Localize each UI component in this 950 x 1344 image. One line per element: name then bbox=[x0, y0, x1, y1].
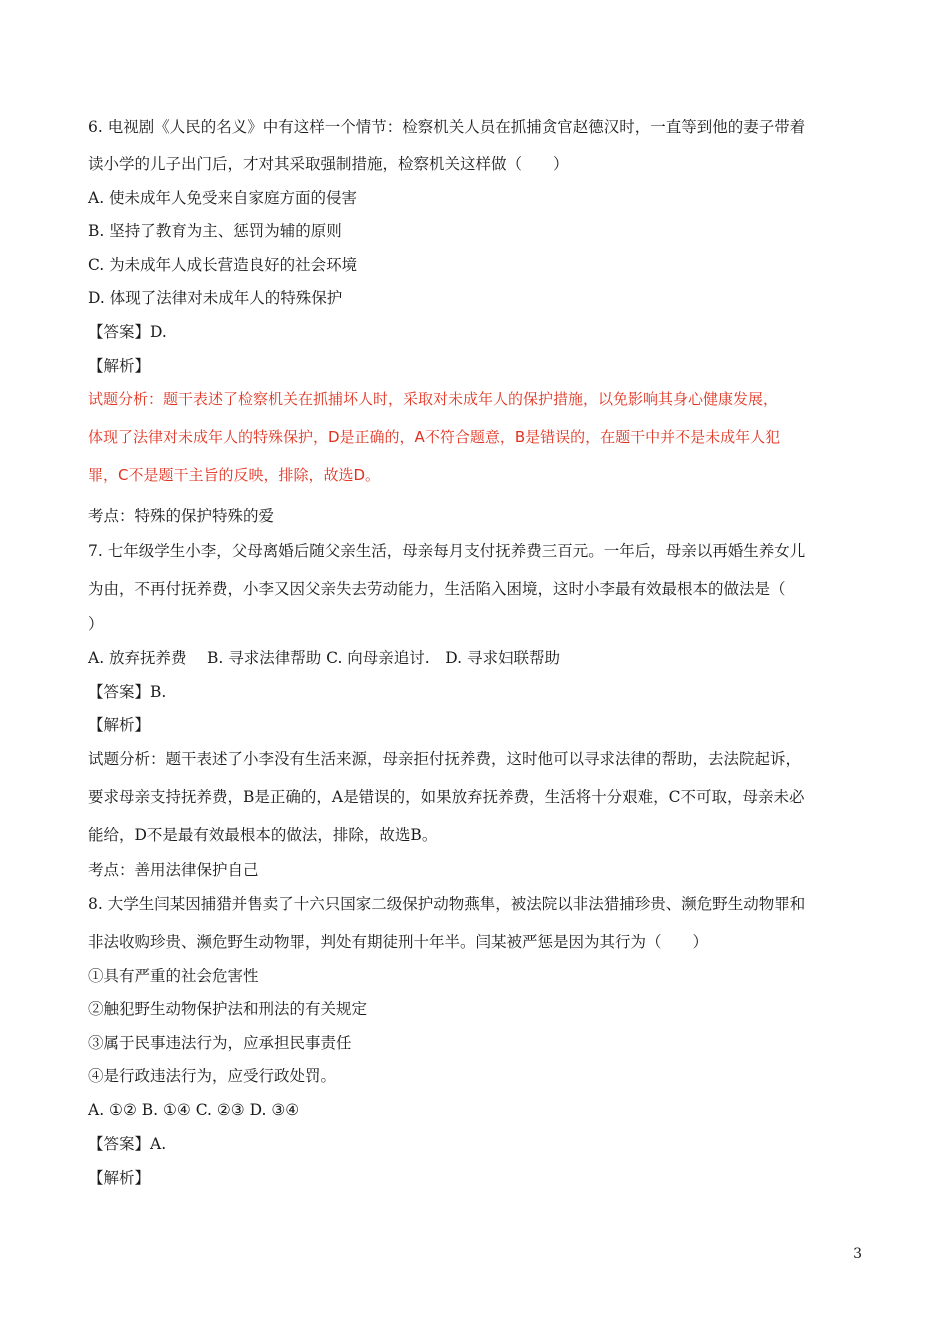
q7-stem-line-3: ） bbox=[88, 615, 104, 633]
q7-analysis-line-2: 要求母亲支持抚养费，B是正确的，A是错误的，如果放弃抚养费，生活将十分艰难，C不可取，母亲未必 bbox=[88, 788, 805, 806]
q6-analysis-label: 【解析】 bbox=[88, 357, 151, 375]
q7-options: A. 放弃抚养费 B. 寻求法律帮助 C. 向母亲追讨. D. 寻求妇联帮助 bbox=[88, 649, 560, 667]
q6-option-a: A. 使未成年人免受来自家庭方面的侵害 bbox=[88, 189, 358, 207]
q7-answer: 【答案】B. bbox=[88, 683, 167, 701]
q6-analysis-line-1: 试题分析：题干表述了检察机关在抓捕坏人时，采取对未成年人的保护措施，以免影响其身心健康发展， bbox=[88, 390, 779, 408]
q7-stem-line-1: 7. 七年级学生小李，父母离婚后随父亲生活，母亲每月支付抚养费三百元。一年后，母亲以再婚生养女儿 bbox=[88, 542, 806, 560]
q7-analysis-line-1: 试题分析：题干表述了小李没有生活来源，母亲拒付抚养费，这时他可以寻求法律的帮助，去法院起诉， bbox=[88, 750, 802, 768]
page-number: 3 bbox=[853, 1246, 862, 1262]
q7-analysis-line-3: 能给，D不是最有效最根本的做法，排除，故选B。 bbox=[88, 826, 438, 844]
q7-analysis-label: 【解析】 bbox=[88, 716, 151, 734]
q6-option-b: B. 坚持了教育为主、惩罚为辅的原则 bbox=[88, 222, 342, 240]
q6-stem-line-1: 6. 电视剧《人民的名义》中有这样一个情节：检察机关人员在抓捕贪官赵德汉时，一直等到他的妻子带着 bbox=[88, 118, 806, 136]
q6-option-d: D. 体现了法律对未成年人的特殊保护 bbox=[88, 289, 343, 307]
q7-kaodian: 考点：善用法律保护自己 bbox=[88, 861, 259, 879]
q8-stem-line-2: 非法收购珍贵、濒危野生动物罪，判处有期徒刑十年半。闫某被严惩是因为其行为（ ） bbox=[88, 933, 709, 951]
q8-item-2: ②触犯野生动物保护法和刑法的有关规定 bbox=[88, 1000, 368, 1018]
q8-item-1: ①具有严重的社会危害性 bbox=[88, 967, 259, 985]
q6-analysis-line-3: 罪，C不是题干主旨的反映，排除，故选D。 bbox=[88, 466, 381, 484]
q8-analysis-label: 【解析】 bbox=[88, 1169, 151, 1187]
q6-analysis-line-2: 体现了法律对未成年人的特殊保护，D是正确的，A不符合题意，B是错误的，在题干中并不是未成年人犯 bbox=[88, 428, 781, 446]
q8-options: A. ①② B. ①④ C. ②③ D. ③④ bbox=[88, 1101, 300, 1119]
q6-option-c: C. 为未成年人成长营造良好的社会环境 bbox=[88, 256, 358, 274]
q8-answer: 【答案】A. bbox=[88, 1135, 167, 1153]
q6-stem-line-2: 读小学的儿子出门后，才对其采取强制措施，检察机关这样做（ ） bbox=[88, 155, 569, 173]
q7-stem-line-2: 为由，不再付抚养费，小李又因父亲失去劳动能力，生活陷入困境，这时小李最有效最根本的做法是（ bbox=[88, 580, 786, 598]
q8-stem-line-1: 8. 大学生闫某因捕猎并售卖了十六只国家二级保护动物燕隼，被法院以非法猎捕珍贵、濒危野生动物罪和 bbox=[88, 895, 806, 913]
q8-item-4: ④是行政违法行为，应受行政处罚。 bbox=[88, 1067, 337, 1085]
q8-item-3: ③属于民事违法行为，应承担民事责任 bbox=[88, 1034, 352, 1052]
q6-kaodian: 考点：特殊的保护特殊的爱 bbox=[88, 507, 275, 525]
q6-answer: 【答案】D. bbox=[88, 323, 167, 341]
